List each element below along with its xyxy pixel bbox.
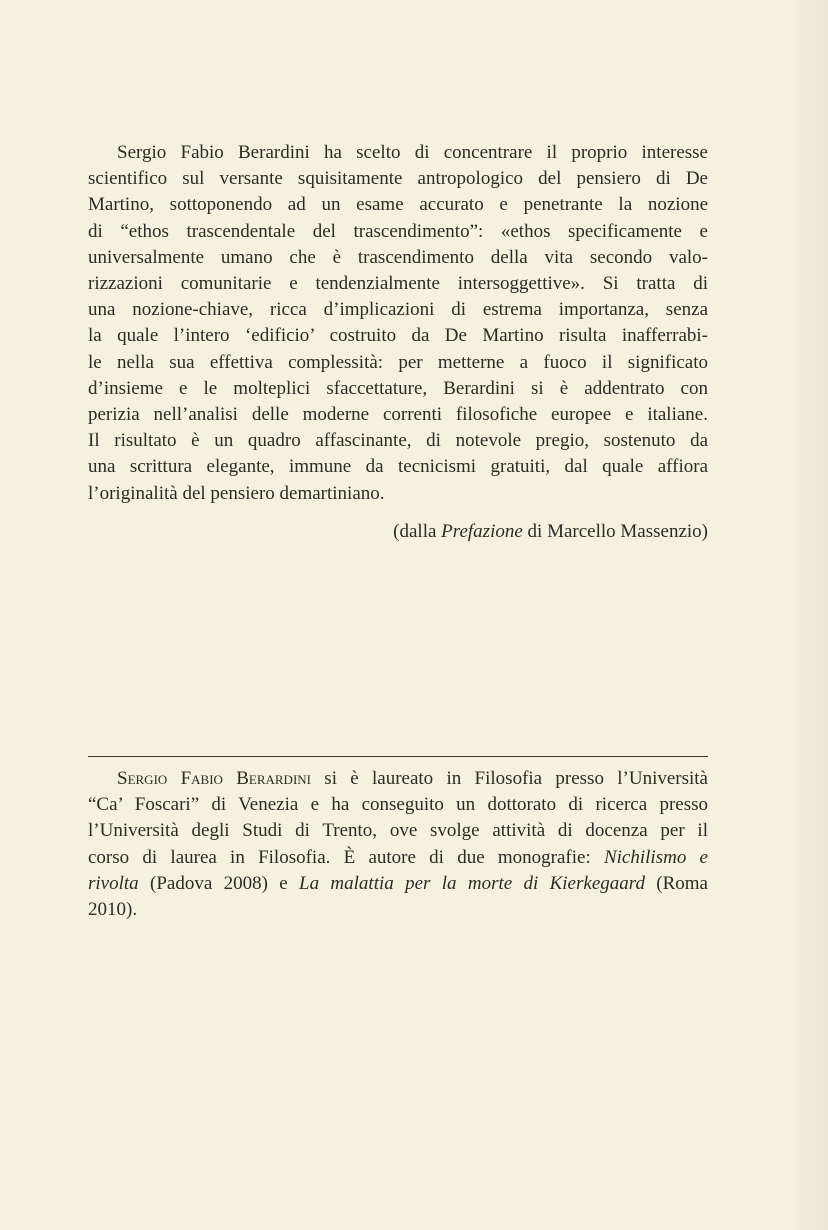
blurb-line: d’insieme e le molteplici sfaccettature, Berardini si è addentrato con [88,377,708,399]
page-edge-shadow [788,0,828,1230]
blurb-line: Sergio Fabio Berardini ha scelto di concentrare il proprio interesse [117,142,708,163]
blurb-line: Il risultato è un quadro affascinante, di notevole pregio, sostenuto da [88,430,708,452]
attribution-prefix: (dalla [393,521,442,542]
book-title: Nichilismo e [603,846,708,868]
attribution-suffix: di Marcello Massenzio) [522,521,708,542]
blurb-line: le nella sua effettiva complessità: per metterne a fuoco il significato [88,351,708,373]
bio-text: si è laureato in Filosofia presso l’Università [311,768,708,789]
blurb-line: perizia nell’analisi delle moderne correnti filosofiche europee e italiane. [88,404,708,426]
blurb-line: rizzazioni comunitarie e tendenzialmente intersoggettive». Si tratta di [88,273,708,295]
bio-text: corso di laurea in Filosofia. È autore di due monografie: [88,846,604,868]
blurb-line: di “ethos trascendentale del trascendimento”: «ethos specificamente e [88,220,708,242]
book-title: rivolta [88,872,139,894]
attribution-work-title: Prefazione [441,521,523,542]
back-cover-blurb [88,140,708,507]
book-title: La malattia per la morte di Kierkegaard [299,872,645,894]
blurb-line: l’originalità del pensiero demartiniano. [88,482,385,504]
blurb-line: una nozione-chiave, ricca d’implicazioni di estrema importanza, senza [88,299,708,321]
bio-line: “Ca’ Foscari” di Venezia e ha conseguito un dottorato di ricerca presso [88,794,708,816]
bio-text: (Roma [644,872,708,894]
author-bio [88,766,708,923]
blurb-line: la quale l’intero ‘edificio’ costruito da De Martino risulta inafferrabi- [88,325,708,347]
bio-line [88,766,708,792]
blurb-line: universalmente umano che è trascendimento della vita secondo valo- [88,246,708,268]
blurb-line: scientifico sul versante squisitamente antropologico del pensiero di De [88,168,708,190]
bio-line [88,845,708,871]
blurb-line: una scrittura elegante, immune da tecnicismi gratuiti, dal quale affiora [88,456,708,478]
section-divider [88,756,708,757]
bio-line: l’Università degli Studi di Trento, ove svolge attività di docenza per il [88,820,708,842]
preface-attribution [393,519,708,545]
blurb-line: Martino, sottoponendo ad un esame accurato e penetrante la nozione [88,194,708,216]
bio-line [88,871,708,897]
author-name: Sergio Fabio Berardini [117,768,311,789]
bio-line: 2010). [88,899,138,921]
bio-text: (Padova 2008) e [138,872,300,894]
